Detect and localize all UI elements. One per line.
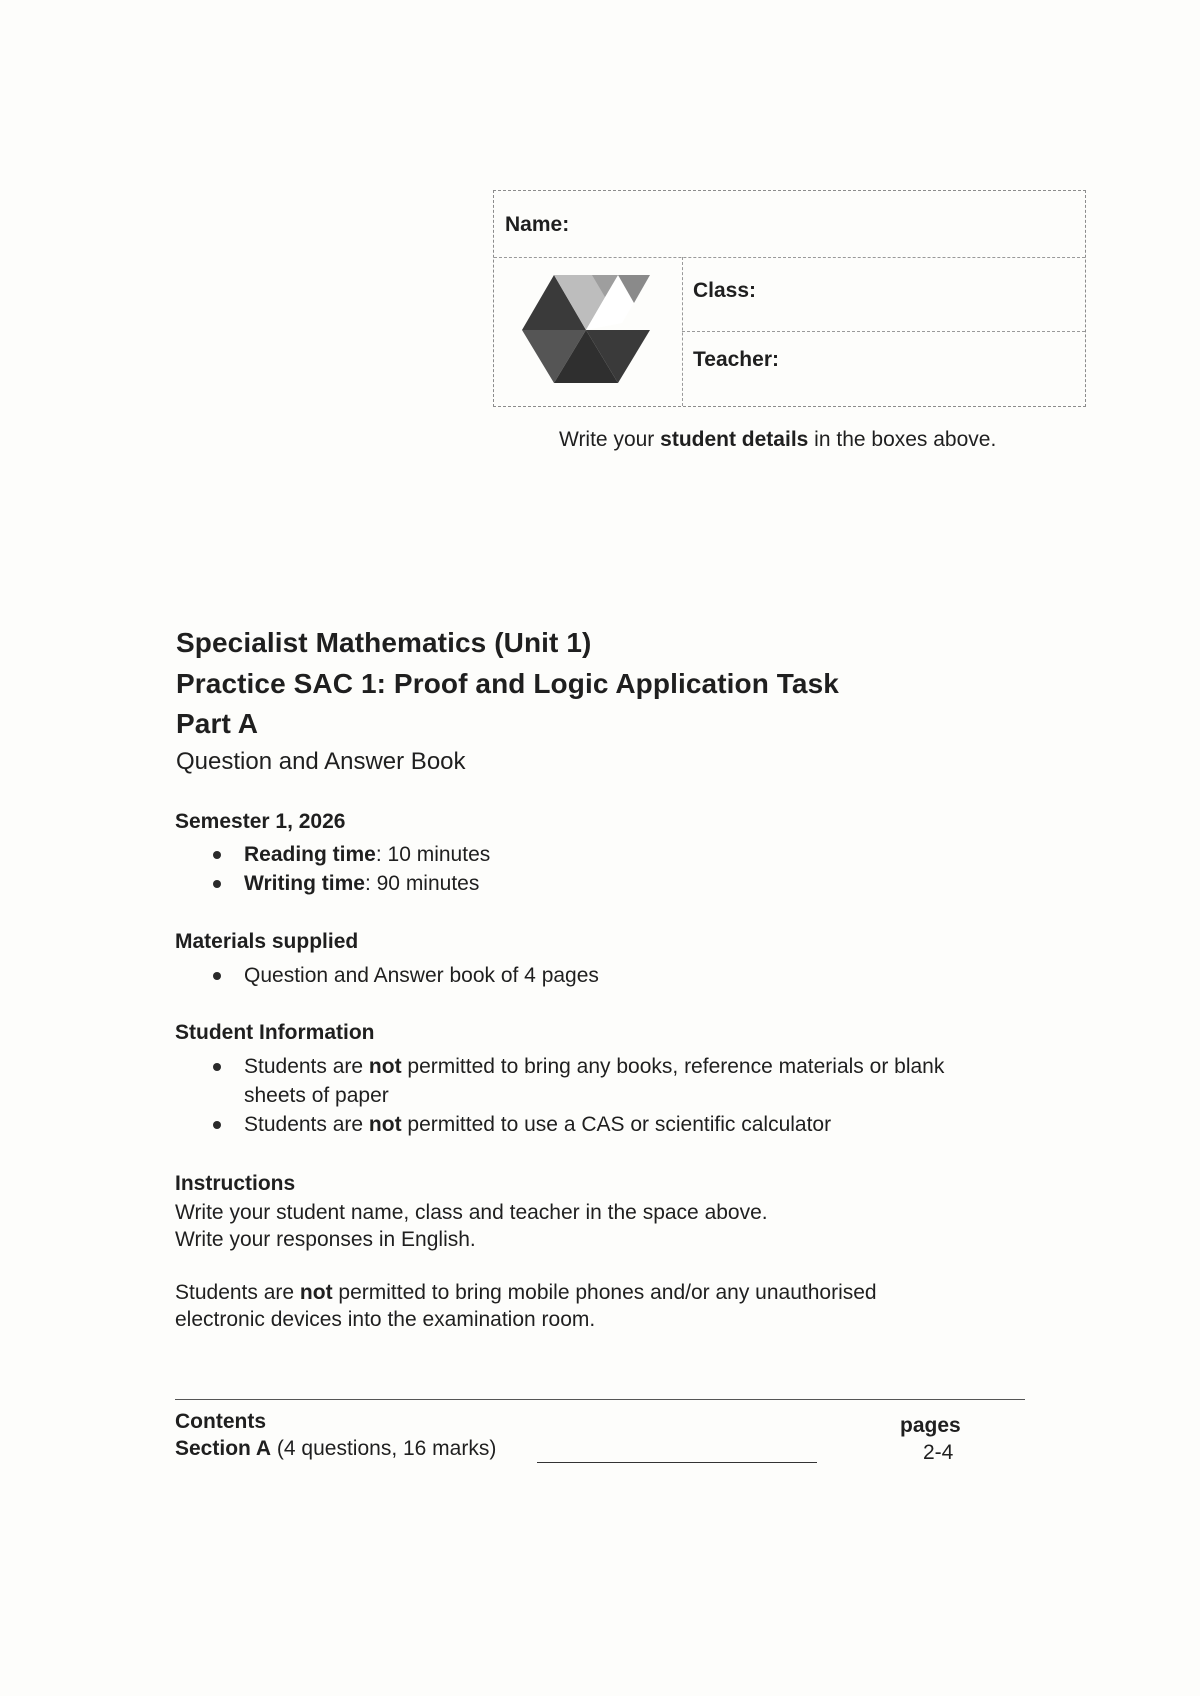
list-item: Writing time: 90 minutes [205, 869, 490, 898]
list-item: Students are not permitted to use a CAS or scientific calculator [205, 1110, 944, 1139]
teacher-field[interactable] [682, 331, 1085, 406]
name-field[interactable] [494, 191, 1085, 258]
section-a-entry: Section A (4 questions, 16 marks) [175, 1437, 497, 1460]
student-info-heading: Student Information [175, 1021, 375, 1044]
name-label: Name: [505, 213, 570, 236]
materials-list [205, 961, 599, 990]
bullet-icon [213, 1063, 221, 1071]
student-details-box [493, 190, 1086, 407]
bullet-icon [213, 972, 221, 980]
part-title: Part A [176, 708, 259, 739]
list-item: Students are not permitted to bring any books, reference materials or blank sheets of paper [205, 1052, 944, 1110]
class-field[interactable] [682, 257, 1085, 332]
devices-notice: Students are not permitted to bring mobile phones and/or any unauthorised electronic devices into the examination room. [175, 1281, 877, 1331]
list-item: Question and Answer book of 4 pages [205, 961, 599, 990]
bullet-icon [213, 851, 221, 859]
materials-heading: Materials supplied [175, 930, 359, 953]
teacher-label: Teacher: [693, 348, 779, 371]
time-list [205, 840, 490, 898]
leader-line [537, 1462, 817, 1463]
task-title: Practice SAC 1: Proof and Logic Application Task [176, 668, 839, 699]
semester-heading: Semester 1, 2026 [175, 810, 346, 833]
instructions-text: Write your student name, class and teacher in the space above. Write your responses in English. [175, 1201, 768, 1251]
bullet-icon [213, 880, 221, 888]
details-hint: Write your student details in the boxes above. [559, 428, 997, 451]
hexagon-triangles-logo-icon [522, 275, 652, 385]
book-subtitle: Question and Answer Book [176, 748, 466, 775]
list-item: Reading time: 10 minutes [205, 840, 490, 869]
course-title: Specialist Mathematics (Unit 1) [176, 627, 592, 658]
logo-cell [494, 257, 683, 406]
pages-value: 2-4 [923, 1441, 954, 1464]
pages-label: pages [900, 1414, 961, 1437]
bullet-icon [213, 1121, 221, 1129]
instructions-heading: Instructions [175, 1172, 296, 1195]
class-label: Class: [693, 279, 757, 302]
contents-label: Contents [175, 1410, 266, 1433]
student-info-list [205, 1052, 944, 1139]
contents-divider [175, 1399, 1025, 1400]
